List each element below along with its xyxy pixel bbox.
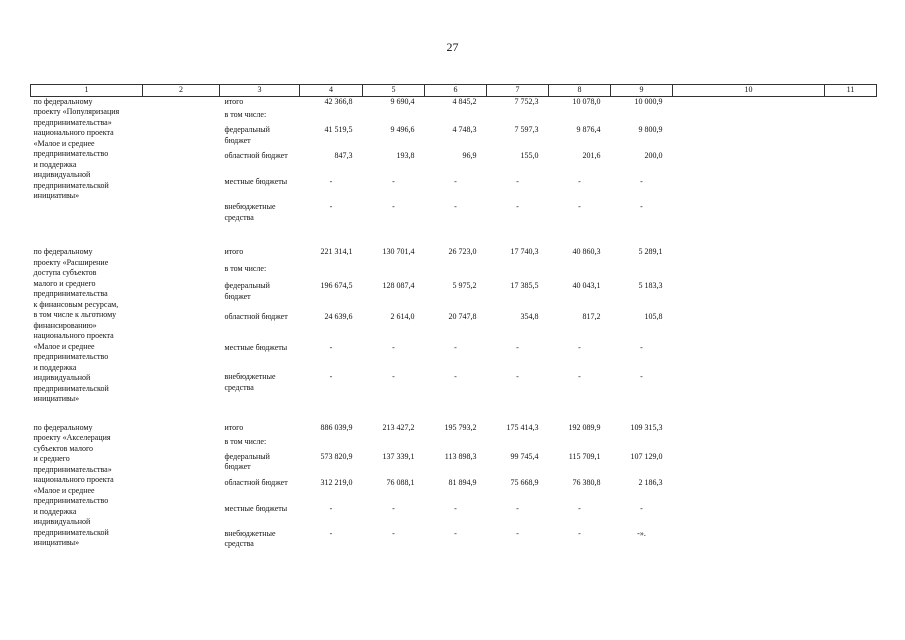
funding-source-label: областной бюджет <box>224 477 288 487</box>
funding-source-label: местные бюджеты <box>224 503 288 513</box>
empty-cell <box>143 264 220 282</box>
table-row <box>31 343 877 373</box>
description-line: национального проекта <box>33 331 114 340</box>
value-cell: 4 845,2 <box>452 96 477 106</box>
empty-cell <box>825 151 877 177</box>
description-line: «Малое и среднее <box>33 138 95 148</box>
header-cell: 6 <box>425 85 487 97</box>
value-cell: - <box>516 202 519 211</box>
value-cell: 113 898,3 <box>444 451 477 461</box>
value-cell <box>611 264 673 282</box>
budget-table <box>30 84 877 556</box>
table-row <box>31 372 877 404</box>
empty-cell <box>673 529 825 556</box>
value-cell: 5 183,3 <box>638 281 663 291</box>
empty-cell <box>673 151 825 177</box>
header-cell: 2 <box>143 85 220 97</box>
table-row <box>31 529 877 556</box>
value-cell: 115 709,1 <box>568 451 601 461</box>
value-cell <box>549 264 611 282</box>
funding-source-label: областной бюджет <box>224 312 288 322</box>
empty-cell <box>825 177 877 202</box>
value-cell: 40 860,3 <box>572 247 601 256</box>
description-line: предпринимательской <box>33 383 109 393</box>
funding-source-label: внебюджетные средства <box>224 202 276 222</box>
value-cell: 9 496,6 <box>390 125 415 134</box>
empty-cell <box>143 110 220 125</box>
table-row <box>31 247 877 264</box>
table-row <box>31 110 877 125</box>
table-row <box>31 478 877 504</box>
table-row <box>31 452 877 478</box>
funding-source-label: в том числе: <box>224 263 267 273</box>
empty-cell <box>825 264 877 282</box>
value-cell: - <box>640 202 643 211</box>
funding-source-label: областной бюджет <box>224 151 288 160</box>
value-cell: - <box>516 528 519 538</box>
value-cell: 107 129,0 <box>630 451 663 461</box>
empty-cell <box>143 504 220 529</box>
value-cell <box>363 110 425 125</box>
empty-cell <box>825 478 877 504</box>
table-row <box>31 281 877 312</box>
value-cell: 7 752,3 <box>514 96 539 106</box>
empty-cell <box>143 478 220 504</box>
value-cell: 193,8 <box>396 151 415 160</box>
value-cell: - <box>640 372 643 382</box>
description-line: индивидуальной <box>33 373 91 382</box>
empty-cell <box>673 96 825 110</box>
empty-cell <box>673 202 825 229</box>
description-line: предпринимательство <box>33 149 109 158</box>
table-row <box>31 437 877 452</box>
table-row <box>31 423 877 437</box>
description-line: «Малое и среднее <box>33 341 95 351</box>
value-cell <box>300 264 363 282</box>
value-cell <box>487 264 549 282</box>
value-cell <box>549 437 611 452</box>
value-cell <box>611 437 673 452</box>
description-line: национального проекта <box>33 475 114 484</box>
empty-cell <box>673 125 825 151</box>
description-line: малого и среднего <box>33 278 96 288</box>
value-cell: - <box>454 503 457 513</box>
value-cell: 354,8 <box>520 312 539 322</box>
table-row <box>31 202 877 229</box>
value-cell: - <box>578 177 581 186</box>
empty-cell <box>673 372 825 404</box>
value-cell: - <box>329 372 333 382</box>
value-cell <box>487 437 549 452</box>
value-cell: 9 690,4 <box>390 96 415 106</box>
value-cell: 195 793,2 <box>444 422 477 432</box>
description-line: проекту «Акселерация <box>33 433 111 442</box>
description-line: инициативы» <box>33 538 80 547</box>
empty-cell <box>825 343 877 373</box>
description-line: предпринимательства» <box>33 464 112 474</box>
empty-cell <box>143 247 220 264</box>
header-cell: 8 <box>549 85 611 97</box>
value-cell: - <box>329 342 333 352</box>
value-cell: -». <box>637 528 646 538</box>
funding-source-label: внебюджетные средства <box>224 528 276 548</box>
value-cell: - <box>578 342 581 352</box>
project-description <box>31 423 143 556</box>
value-cell: 9 800,9 <box>638 125 663 134</box>
value-cell: 130 701,4 <box>382 247 415 256</box>
value-cell: - <box>454 528 457 538</box>
value-cell: 105,8 <box>644 312 663 322</box>
empty-cell <box>673 452 825 478</box>
value-cell: 137 339,1 <box>382 451 415 461</box>
value-cell: 4 748,3 <box>452 125 477 134</box>
header-cell: 3 <box>220 85 300 97</box>
empty-cell <box>143 343 220 373</box>
description-line: к финансовым ресурсам, <box>33 299 119 309</box>
empty-cell <box>143 125 220 151</box>
header-cell: 9 <box>611 85 673 97</box>
value-cell: 20 747,8 <box>448 312 477 322</box>
value-cell: - <box>454 202 457 211</box>
value-cell: - <box>454 177 457 186</box>
value-cell: 847,3 <box>334 151 353 160</box>
empty-cell <box>673 504 825 529</box>
empty-cell <box>825 312 877 343</box>
value-cell: 5 289,1 <box>638 247 663 256</box>
empty-cell <box>673 110 825 125</box>
value-cell <box>363 264 425 282</box>
value-cell: - <box>392 372 395 382</box>
value-cell: 17 740,3 <box>510 247 539 256</box>
value-cell: - <box>329 202 333 211</box>
value-cell: - <box>392 177 395 186</box>
value-cell: 155,0 <box>520 151 539 160</box>
empty-cell <box>825 529 877 556</box>
funding-source-label: в том числе: <box>224 110 267 119</box>
value-cell: 41 519,5 <box>324 125 353 134</box>
empty-cell <box>143 177 220 202</box>
header-cell: 4 <box>300 85 363 97</box>
description-line: проекту «Популяризация <box>33 107 120 116</box>
empty-cell <box>825 110 877 125</box>
empty-cell <box>673 343 825 373</box>
description-line: в том числе к льготному <box>33 310 117 319</box>
value-cell: - <box>578 503 581 513</box>
funding-source-label: местные бюджеты <box>224 177 288 186</box>
description-line: предпринимательской <box>33 527 109 537</box>
empty-cell <box>673 437 825 452</box>
description-line: индивидуальной <box>33 517 91 526</box>
value-cell: 312 219,0 <box>320 477 353 487</box>
page-number: 27 <box>446 40 459 54</box>
value-cell: - <box>578 372 581 382</box>
table-row <box>31 312 877 343</box>
value-cell: 9 876,4 <box>576 125 601 134</box>
value-cell: 42 366,8 <box>324 96 353 106</box>
value-cell: 17 385,5 <box>510 281 539 291</box>
description-line: по федеральному <box>33 247 93 256</box>
description-line: финансированию» <box>33 320 97 330</box>
value-cell: - <box>640 177 643 186</box>
empty-cell <box>143 529 220 556</box>
value-cell: 24 639,6 <box>324 312 353 322</box>
value-cell <box>300 437 363 452</box>
description-line: предпринимательства <box>33 289 108 298</box>
column-number-header <box>31 85 877 97</box>
value-cell: 886 039,9 <box>320 422 353 432</box>
description-line: предпринимательство <box>33 496 109 505</box>
funding-source-label: итого <box>224 422 244 432</box>
table-row <box>31 125 877 151</box>
funding-source-label: федеральный бюджет <box>224 451 270 471</box>
empty-cell <box>825 452 877 478</box>
table-row <box>31 151 877 177</box>
empty-cell <box>673 281 825 312</box>
value-cell: 26 723,0 <box>448 247 477 256</box>
value-cell: - <box>392 342 395 352</box>
header-cell: 7 <box>487 85 549 97</box>
description-line: по федеральному <box>33 422 93 432</box>
value-cell: - <box>640 342 643 352</box>
empty-cell <box>143 437 220 452</box>
value-cell: - <box>392 503 395 513</box>
value-cell: 109 315,3 <box>630 422 663 432</box>
table-row <box>31 96 877 110</box>
empty-cell <box>673 423 825 437</box>
value-cell <box>363 437 425 452</box>
value-cell: 196 674,5 <box>320 281 353 291</box>
spacer-cell <box>31 405 877 423</box>
empty-cell <box>673 478 825 504</box>
value-cell: 76 380,8 <box>572 477 601 487</box>
empty-cell <box>825 372 877 404</box>
value-cell: - <box>640 503 643 513</box>
empty-cell <box>825 437 877 452</box>
value-cell: - <box>392 202 395 211</box>
funding-source-label: местные бюджеты <box>224 342 288 352</box>
value-cell: 75 668,9 <box>510 477 539 487</box>
value-cell <box>300 110 363 125</box>
funding-source-label: итого <box>224 247 244 256</box>
empty-cell <box>825 247 877 264</box>
value-cell: 10 078,0 <box>572 96 601 106</box>
block-spacer <box>31 405 877 423</box>
empty-cell <box>143 281 220 312</box>
value-cell: - <box>329 503 333 513</box>
description-line: «Малое и среднее <box>33 485 95 495</box>
value-cell: 573 820,9 <box>320 451 353 461</box>
empty-cell <box>143 372 220 404</box>
value-cell <box>425 264 487 282</box>
funding-source-label: федеральный бюджет <box>224 281 270 301</box>
table-row <box>31 264 877 282</box>
value-cell <box>487 110 549 125</box>
value-cell: - <box>578 528 581 538</box>
funding-source-label: федеральный бюджет <box>224 125 270 145</box>
value-cell: 96,9 <box>462 151 477 160</box>
value-cell: 175 414,3 <box>506 422 539 432</box>
empty-cell <box>143 312 220 343</box>
empty-cell <box>143 423 220 437</box>
value-cell: 7 597,3 <box>514 125 539 134</box>
empty-cell <box>673 177 825 202</box>
empty-cell <box>825 202 877 229</box>
value-cell: 2 186,3 <box>638 477 663 487</box>
header-cell: 10 <box>673 85 825 97</box>
value-cell: - <box>578 202 581 211</box>
header-cell: 11 <box>825 85 877 97</box>
value-cell: - <box>329 528 333 538</box>
description-line: предпринимательской <box>33 180 109 190</box>
value-cell <box>549 110 611 125</box>
description-line: инициативы» <box>33 191 80 200</box>
description-line: и поддержка <box>33 506 77 516</box>
value-cell: 10 000,9 <box>634 96 663 106</box>
value-cell: - <box>392 528 395 538</box>
value-cell: 817,2 <box>582 312 601 322</box>
funding-source-label: в том числе: <box>224 436 267 446</box>
description-line: доступа субъектов <box>33 268 97 277</box>
empty-cell <box>825 96 877 110</box>
spacer-cell <box>31 229 877 247</box>
empty-cell <box>143 202 220 229</box>
description-line: проекту «Расширение <box>33 257 109 267</box>
value-cell: - <box>454 342 457 352</box>
empty-cell <box>825 423 877 437</box>
description-line: национального проекта <box>33 128 114 137</box>
value-cell <box>611 110 673 125</box>
value-cell: - <box>516 503 519 513</box>
block-spacer <box>31 229 877 247</box>
value-cell: 2 614,0 <box>390 312 415 322</box>
value-cell: 201,6 <box>582 151 601 160</box>
description-line: и среднего <box>33 454 70 463</box>
table-row <box>31 177 877 202</box>
value-cell: - <box>516 372 519 382</box>
header-cell: 5 <box>363 85 425 97</box>
value-cell: 221 314,1 <box>320 247 353 256</box>
table-row <box>31 504 877 529</box>
value-cell <box>425 437 487 452</box>
value-cell: 128 087,4 <box>382 281 415 291</box>
empty-cell <box>673 312 825 343</box>
description-line: предпринимательство <box>33 352 109 361</box>
value-cell: 99 745,4 <box>510 451 539 461</box>
description-line: по федеральному <box>33 96 93 106</box>
value-cell: 213 427,2 <box>382 422 415 432</box>
empty-cell <box>825 504 877 529</box>
value-cell: - <box>516 342 519 352</box>
value-cell: 5 975,2 <box>452 281 477 291</box>
funding-source-label: внебюджетные средства <box>224 372 276 392</box>
empty-cell <box>143 452 220 478</box>
value-cell: - <box>329 177 333 186</box>
description-line: субъектов малого <box>33 443 94 453</box>
value-cell: 40 043,1 <box>572 281 601 291</box>
description-line: индивидуальной <box>33 170 91 179</box>
description-line: и поддержка <box>33 362 77 372</box>
empty-cell <box>673 247 825 264</box>
value-cell: - <box>516 177 519 186</box>
value-cell: 200,0 <box>644 151 663 160</box>
value-cell: 76 088,1 <box>386 477 415 487</box>
project-description <box>31 96 143 229</box>
project-description <box>31 247 143 405</box>
description-line: и поддержка <box>33 159 77 169</box>
header-cell: 1 <box>31 85 143 97</box>
value-cell: 192 089,9 <box>568 422 601 432</box>
empty-cell <box>143 96 220 110</box>
value-cell: 81 894,9 <box>448 477 477 487</box>
empty-cell <box>143 151 220 177</box>
description-line: инициативы» <box>33 394 80 403</box>
empty-cell <box>825 281 877 312</box>
value-cell <box>425 110 487 125</box>
value-cell: - <box>454 372 457 382</box>
empty-cell <box>825 125 877 151</box>
empty-cell <box>673 264 825 282</box>
funding-source-label: итого <box>224 96 244 106</box>
description-line: предпринимательства» <box>33 117 112 127</box>
